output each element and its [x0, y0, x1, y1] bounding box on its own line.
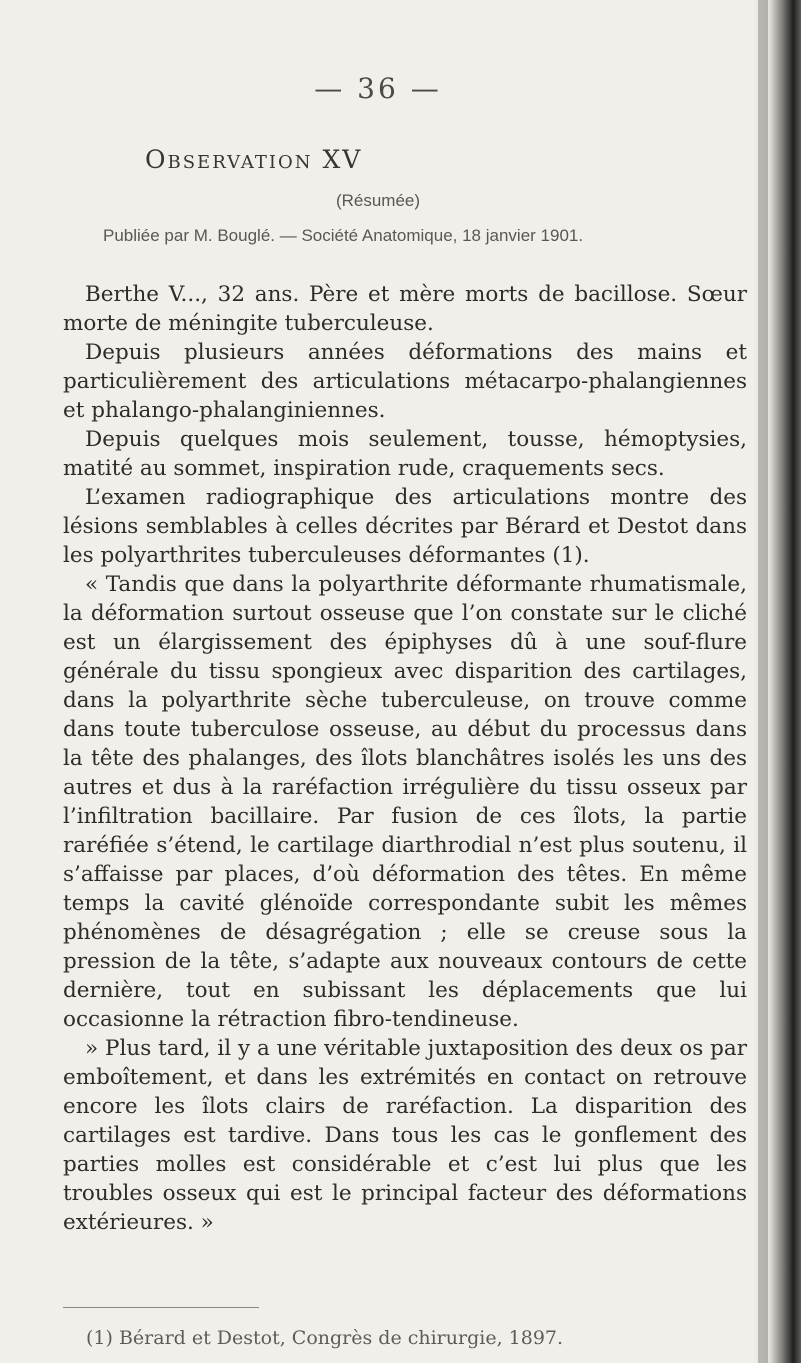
footnote: (1) Bérard et Destot, Congrès de chirurgie, 1897.	[86, 1327, 564, 1349]
paragraph-patient-history: Berthe V..., 32 ans. Père et mère morts de bacillose. Sœur morte de méningite tuberculeuse.	[63, 282, 747, 336]
gutter-shadow	[758, 0, 768, 1363]
paragraph-quotation-main: « Tandis que dans la polyarthrite déformante rhumatismale, la déformation surtout osseuse que l’on constate sur le cliché est un élargissement des épiphyses dû à une souf-flure générale du tissu spongieux avec disparition des cartilages, dans la polyarthrite sèche tuberculeuse, on trouve comme dans toute tuberculose osseuse, au début du processus dans la tête des phalanges, des îlots blanchâtres isolés les uns des autres et dus à la raréfaction irrégulière du tissu osseux par l’infiltration bacillaire. Par fusion de ces îlots, la partie raréfiée s’étend, le cartilage diarthrodial n’est plus soutenu, il s’affaisse par places, d’où déformation des têtes. En même temps la cavité glénoïde correspondante subit les mêmes phénomènes de désagrégation ; elle se creuse sous la pression de la tête, s’adapte aux nouveaux contours de cette dernière, tout en subissant les déplacements que lui occasionne la rétraction fibro-tendineuse.	[63, 572, 747, 1032]
summary-note: (Résumée)	[335, 191, 421, 210]
body-text	[63, 280, 747, 1237]
observation-title: Observation XV	[145, 145, 363, 174]
paragraph-radiographic-exam: L’examen radiographique des articulations montre des lésions semblables à celles décrites par Bérard et Destot dans les polyarthrites tuberculeuses déformantes (1).	[63, 485, 747, 568]
publication-line: Publiée par M. Bouglé. — Société Anatomique, 18 janvier 1901.	[103, 226, 584, 245]
paragraph-quotation-conclusion: » Plus tard, il y a une véritable juxtaposition des deux os par emboîtement, et dans les extrémités en contact on retrouve encore les îlots clairs de raréfaction. La disparition des cartilages est tardive. Dans tous les cas le gonflement des parties molles est considérable et c’est lui plus que les troubles osseux qui est le principal facteur des déformations extérieures. »	[63, 1036, 747, 1235]
page-number: — 36 —	[314, 72, 442, 105]
paragraph-deformations: Depuis plusieurs années déformations des mains et particulièrement des articulations métacarpo-phalangiennes et phalango-phalanginiennes.	[63, 340, 747, 423]
paragraph-symptoms: Depuis quelques mois seulement, tousse, hémoptysies, matité au sommet, inspiration rude, craquements secs.	[63, 427, 747, 481]
footnote-divider	[63, 1307, 259, 1308]
